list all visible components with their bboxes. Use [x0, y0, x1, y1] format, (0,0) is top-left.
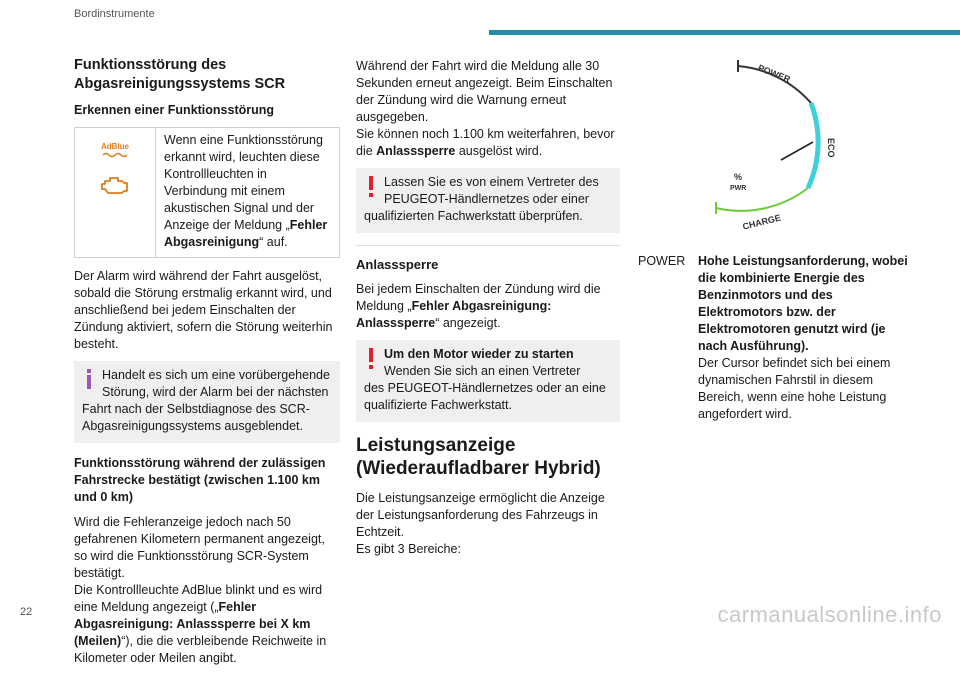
power-meter-illustration [638, 52, 910, 230]
blink-text-c: “), die die verbleibende Reichweite in Kilometer oder Meilen angibt. [74, 634, 327, 665]
adblue-icon [101, 142, 129, 160]
range-text-c: ausgelöst wird. [455, 144, 543, 158]
warning-note-rest: qualifizierten Fachwerkstatt überprüfen. [364, 209, 583, 223]
blink-text-a: Die Kontrollleuchte AdBlue blinkt und es wird eine Meldung angezeigt („ [74, 583, 323, 614]
label-percent: % [734, 172, 743, 182]
warning-note-title: Um den Motor wieder zu starten [384, 347, 574, 361]
warning-note-first: Lassen Sie es von einem Vertreter des PEUGEOT-Händlernetzes oder einer [384, 175, 599, 206]
warning-note-check [356, 168, 620, 233]
page-number: 22 [20, 606, 33, 618]
paragraph-confirmed: Wird die Fehleranzeige jedoch nach 50 gefahrenen Kilometern permanent angezeigt, so wird die Funktionsstörung SCR-System bestätigt. [74, 515, 325, 580]
section-title-power-meter: Leistungsanzeige (Wiederaufladbarer Hybrid) [356, 435, 601, 479]
paragraph-power-meter: Die Leistungsanzeige ermöglicht die Anzeige der Leistungsanforderung des Fahrzeugs in Echtzeit. [356, 491, 605, 539]
engine-warning-icon [100, 174, 130, 196]
warning-note-rest: des PEUGEOT-Händlernetzes oder an eine qualifizierte Fachwerkstatt. [364, 381, 606, 412]
term-power: POWER [638, 254, 686, 268]
column-1 [74, 52, 340, 675]
watermark: carmanualsonline.info [717, 602, 942, 627]
column-2 [356, 58, 620, 566]
definition-bold: Hohe Leistungsanforderung, wobei die kombinierte Energie des Benzinmotors und des Elektromotors bzw. der Elektromotoren genutzt wird (je nach Ausführung). [698, 254, 908, 353]
label-power: POWER [756, 62, 792, 85]
range-text-a: Sie können noch 1.100 km weiterfahren, bevor die [356, 127, 615, 158]
header-accent-bar [489, 30, 960, 35]
info-note [74, 361, 340, 443]
warning-light-table [74, 127, 340, 258]
paragraph-range [356, 126, 620, 160]
warning-light-icons [75, 128, 156, 257]
section-title-scr: Funktionsstörung des Abgasreinigungssystems SCR [74, 57, 286, 92]
label-charge: CHARGE [741, 212, 782, 230]
warning-light-description [156, 128, 339, 257]
warning-note-first: Wenden Sie sich an einen Vertreter [384, 364, 581, 378]
paragraph-repeat: Während der Fahrt wird die Meldung alle 30 Sekunden erneut angezeigt. Beim Einschalten der Zündung wird die Warnung erneut ausgegeben. [356, 59, 613, 124]
exclamation-icon [364, 176, 378, 198]
paragraph-alarm: Der Alarm wird während der Fahrt ausgelöst, sobald die Störung erstmalig erkannt wird, und anschließend bei jedem Einschalten der Zündung aktiviert, sofern die Störung weiterhin besteht. [74, 269, 333, 351]
alert-message: Fehler Abgasreinigung [164, 218, 328, 249]
adblue-label: AdBlue [101, 142, 129, 151]
sperre-text-c: “ angezeigt. [435, 316, 501, 330]
info-icon [82, 369, 96, 389]
divider [356, 245, 620, 246]
paragraph-blink [74, 582, 340, 667]
subtitle-anlasssperre: Anlasssperre [356, 257, 439, 272]
info-note-first: Handelt es sich um eine vorübergehende Störung, wird der Alarm bei der nächsten [102, 368, 330, 399]
range-bold: Anlasssperre [376, 144, 456, 158]
warning-note-restart [356, 340, 620, 422]
sperre-message: Fehler Abgasreinigung: Anlasssperre [356, 299, 552, 330]
alert-text: Wenn eine Funktionsstörung erkannt wird, leuchten diese Kontrollleuchten in Verbindung mit einem akustischen Signal und der Anzeige der Meldung „ [164, 133, 323, 232]
definition-detail: Der Cursor befindet sich bei einem dynamischen Fahrstil in diesem Bereich, wenn eine hohe Leistung angefordert wird. [698, 356, 891, 421]
subtitle-detect: Erkennen einer Funktionsstörung [74, 103, 275, 117]
gauge-needle [781, 142, 813, 160]
label-eco: ECO [826, 138, 836, 158]
header-section-title: Bordinstrumente [74, 8, 155, 20]
paragraph-anlasssperre [356, 281, 620, 332]
info-note-rest: Fahrt nach der Selbstdiagnose des SCR-Abgasreinigungssystems ausgeblendet. [82, 402, 310, 433]
column-3 [638, 52, 910, 423]
sperre-text-a: Bei jedem Einschalten der Zündung wird die Meldung „ [356, 282, 601, 313]
subtitle-confirmed: Funktionsstörung während der zulässigen Fahrstrecke bestätigt (zwischen 1.100 km und 0 km) [74, 456, 326, 504]
definition-text [690, 253, 910, 423]
exclamation-icon [364, 348, 378, 370]
definition-power [638, 253, 910, 423]
label-pwr: PWR [730, 185, 747, 192]
alert-text-end: “ auf. [259, 235, 288, 249]
blink-message: Fehler Abgasreinigung: Anlasssperre bei X km (Meilen) [74, 600, 311, 648]
paragraph-zones: Es gibt 3 Bereiche: [356, 542, 461, 556]
eco-zone-arc [808, 103, 818, 188]
